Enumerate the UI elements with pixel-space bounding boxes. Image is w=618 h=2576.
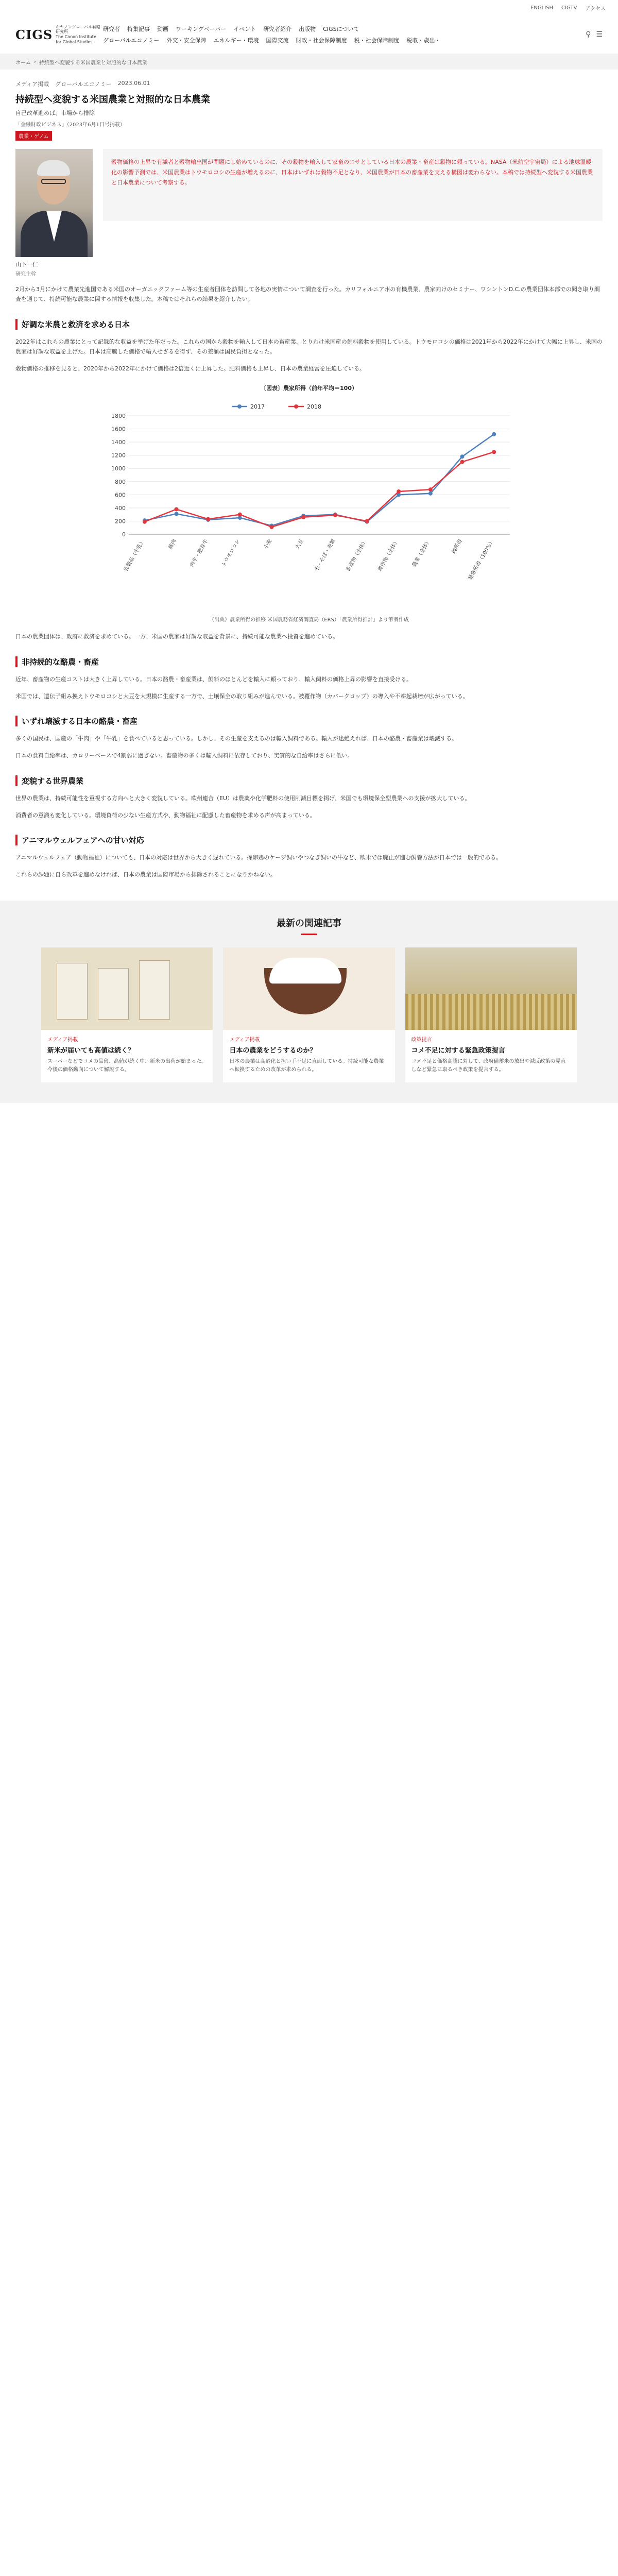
paragraph: 世界の農業は、持続可能性を重視する方向へと大きく変貌している。欧州連合（EU）は農薬や化学肥料の使用削減目標を掲げ、米国でも環境保全型農業への支援が拡大している。 xyxy=(15,794,471,802)
related-articles xyxy=(0,901,618,1103)
chart-svg xyxy=(98,395,520,612)
chart-title: 〔図表〕農家所得（前年平均＝100） xyxy=(261,385,357,392)
x-tick-label: 畜産物（全体） xyxy=(345,538,369,573)
related-cards xyxy=(41,947,577,1082)
income-chart xyxy=(98,384,520,624)
card-title[interactable]: 新米が届いても高値は続く？ xyxy=(47,1046,135,1055)
nav-item[interactable]: グローバルエコノミー xyxy=(103,37,160,44)
article-subcategory[interactable]: グローバルエコノミー xyxy=(55,81,112,88)
section-heading: 好調な米農と救済を求める日本 xyxy=(15,319,603,330)
data-point-2018 xyxy=(365,519,369,523)
y-tick-label: 1400 xyxy=(111,439,126,446)
y-tick-label: 1000 xyxy=(111,465,126,472)
paragraph: 2022年はこれらの農業にとって記録的な収益を挙げた年だった。これらの国から穀物を輸入して日本の畜産業、とりわけ米国産の飼料穀物を使用している。トウモロコシの価格は2021年から2022年にかけて大幅に上昇し、米国の農家は好調な収益を上げた。日本は高騰した価格で輸入せざるを得ず、その差額は国民負担となった。 xyxy=(15,338,603,355)
legend-marker xyxy=(294,404,298,409)
legend-marker xyxy=(237,404,242,409)
article-date: 2023.06.01 xyxy=(117,80,150,87)
data-point-2018 xyxy=(270,525,274,529)
section-heading: アニマルウェルフェアへの甘い対応 xyxy=(15,835,603,845)
paragraph: アニマルウェルフェア（動物福祉）についても、日本の対応は世界から大きく遅れている。採卵鶏のケージ飼いやつなぎ飼いの牛など、欧米では廃止が進む飼養方法が日本では一般的である。 xyxy=(15,854,502,861)
article-subtitle: 自己改革進めば、市場から排除 xyxy=(15,110,95,116)
article-source: 「金融財政ビジネス」（2023年6月1日号掲載） xyxy=(15,122,125,128)
nav-item[interactable]: 特集記事 xyxy=(127,26,150,32)
y-tick-label: 600 xyxy=(115,492,126,499)
nav-item[interactable]: 税収・歳出・ xyxy=(406,37,441,44)
data-point-2018 xyxy=(238,513,242,517)
data-point-2018 xyxy=(143,520,147,524)
nav-item[interactable]: 外交・安全保障 xyxy=(166,37,207,44)
author-block xyxy=(15,149,603,277)
card-image-rice-bags xyxy=(41,947,213,1030)
nav-item[interactable]: エネルギー・環境 xyxy=(213,37,259,44)
article xyxy=(0,80,618,880)
card-category: メディア掲載 xyxy=(229,1037,260,1043)
legend-label: 2017 xyxy=(250,403,265,411)
section-heading: いずれ壊滅する日本の酪農・畜産 xyxy=(15,716,603,726)
site-header xyxy=(0,15,618,54)
author-photo xyxy=(15,149,93,257)
card-text: コメ不足と価格高騰に対して、政府備蓄米の放出や減反政策の見直しなど緊急に取るべき政策を提言する。 xyxy=(411,1058,566,1073)
header-icons xyxy=(586,30,603,39)
data-point-2018 xyxy=(428,487,433,492)
article-meta xyxy=(15,80,603,88)
site-logo[interactable] xyxy=(15,25,103,44)
nav-row-primary xyxy=(103,25,359,33)
nav-item[interactable]: 税・社会保障制度 xyxy=(354,37,400,44)
chart-caption: （出典）農業所得の推移 米国農務省経済調査局（ERS）「農業所得推計」より筆者作成 xyxy=(209,617,409,623)
paragraph: 日本の農業団体は、政府に救済を求めている。一方、米国の農家は好調な収益を背景に、持続可能な農業へ投資を進めている。 xyxy=(15,633,338,640)
nav-item[interactable]: 出版物 xyxy=(299,26,316,32)
section-heading: 変貌する世界農業 xyxy=(15,775,603,786)
breadcrumb xyxy=(0,54,618,70)
main-nav xyxy=(103,25,586,44)
data-point-2018 xyxy=(492,450,496,454)
x-tick-label: 乳製品（牛乳） xyxy=(123,538,146,573)
article-intro: 2月から3月にかけて農業先進国である米国のオーガニックファーム等の生産者団体を訪問して各地の実情について調査を行った。カリフォルニア州の有機農業、農家向けのセミナー、ワシントンD.C.の農業団体本部での聞き取り調査を通じて、持続可能な農業に関する情報を収集した。本稿ではそれらの結果を紹介したい。 xyxy=(15,286,600,303)
data-point-2018 xyxy=(301,515,305,519)
data-point-2018 xyxy=(460,460,465,464)
breadcrumb-separator-icon: › xyxy=(34,59,36,65)
nav-item[interactable]: 国際交流 xyxy=(266,37,289,44)
logo-text-en: The Canon Institute for Global Studies xyxy=(56,35,96,44)
nav-item[interactable]: イベント xyxy=(233,26,256,32)
x-tick-label: トウモロコシ xyxy=(220,538,242,568)
legend-label: 2018 xyxy=(307,403,321,411)
breadcrumb-home[interactable]: ホーム xyxy=(15,60,31,66)
y-tick-label: 200 xyxy=(115,518,126,525)
article-lead: 穀物価格の上昇で有識者と穀物輸出国が問題にし始めているのに、その穀物を輸入して家畜のエサとしている日本の農業・畜産は穀物に頼っている。NASA（米航空宇宙局）による地球温暖化の影響予測では、米国農業はトウモロコシの生産が増えるのに、日本はいずれは穀物不足となり、米国農業が日本の畜産業を支える構図は変わらない。本稿では持続型へ変貌する米国農業と日本農業について考察する。 xyxy=(103,149,603,221)
paragraph: 近年、畜産物の生産コストは大きく上昇している。日本の酪農・畜産業は、飼料のほとんどを輸入に頼っており、輸入飼料の価格上昇の影響を直接受ける。 xyxy=(15,675,412,683)
related-card[interactable] xyxy=(405,947,577,1082)
y-tick-label: 1200 xyxy=(111,452,126,459)
x-tick-label: 肉牛・肥育牛 xyxy=(189,538,210,568)
data-point-2018 xyxy=(175,507,179,512)
logo-mark: CIGS xyxy=(15,27,53,42)
x-tick-label: 大豆 xyxy=(295,538,305,551)
nav-item[interactable]: ワーキングペーパー xyxy=(176,26,227,32)
y-tick-label: 1600 xyxy=(111,426,126,433)
y-tick-label: 400 xyxy=(115,505,126,512)
author-role: 研究主幹 xyxy=(15,272,36,277)
series-line-2018 xyxy=(145,452,494,528)
top-utility-bar xyxy=(0,0,618,15)
access-link[interactable]: アクセス xyxy=(585,6,606,12)
x-tick-label: 農作物（全体） xyxy=(377,538,400,573)
breadcrumb-current: 持続型へ変貌する米国農業と対照的な日本農業 xyxy=(39,60,147,66)
paragraph: 多くの国民は、国産の「牛肉」や「牛乳」を食べていると思っている。しかし、その生産を支えるのは輸入飼料である。輸入が途絶えれば、日本の酪農・畜産業は壊滅する。 xyxy=(15,735,457,742)
section-heading: 非持続的な酪農・畜産 xyxy=(15,656,603,667)
card-text: スーパーなどでコメの品薄、高値が続く中、新米の出荷が始まった。今後の価格動向について解説する。 xyxy=(47,1058,207,1073)
paragraph: 穀物価格の推移を見ると、2020年から2022年にかけて価格は2倍近くに上昇した。肥料価格も上昇し、日本の農業経営を圧迫している。 xyxy=(15,365,365,372)
x-tick-label: 農業（全体） xyxy=(411,538,432,568)
author-name[interactable]: 山下一仁 xyxy=(15,261,38,268)
card-image-rice-field xyxy=(405,947,577,1030)
card-title[interactable]: 日本の農業をどうするのか？ xyxy=(229,1046,317,1055)
data-point-2017 xyxy=(460,454,465,459)
related-card[interactable] xyxy=(223,947,394,1082)
nav-item[interactable]: CIGSについて xyxy=(323,26,359,32)
y-tick-label: 0 xyxy=(122,531,126,538)
y-tick-label: 800 xyxy=(115,479,126,486)
paragraph: 日本の食料自給率は、カロリーベースで4割弱に過ぎない。畜産物の多くは輸入飼料に依存しており、実質的な自給率はさらに低い。 xyxy=(15,752,353,759)
data-point-2018 xyxy=(397,489,401,494)
card-image-rice-bowl xyxy=(223,947,394,1030)
article-title: 持続型へ変貌する米国農業と対照的な日本農業 xyxy=(15,94,210,105)
data-point-2017 xyxy=(492,432,496,436)
nav-row-secondary xyxy=(103,36,440,44)
paragraph: 米国では、遺伝子組み換えトウモロコシと大豆を大規模に生産する一方で、土壌保全の取り組みが進んでいる。被覆作物（カバークロップ）の導入や不耕起栽培が広がっている。 xyxy=(15,692,469,700)
x-tick-label: 純所得 xyxy=(451,538,464,555)
author-card[interactable] xyxy=(15,149,93,277)
x-tick-label: 経常所得（100％） xyxy=(467,538,495,581)
card-title[interactable]: コメ不足に対する緊急政策提言 xyxy=(411,1046,505,1055)
topic-tag[interactable]: 農業・ゲノム xyxy=(15,131,52,141)
y-tick-label: 1800 xyxy=(111,413,126,420)
english-link[interactable]: ENGLISH xyxy=(530,5,554,11)
related-card[interactable] xyxy=(41,947,213,1082)
cigtv-link[interactable]: CIGTV xyxy=(561,5,577,11)
data-point-2017 xyxy=(175,512,179,516)
search-icon[interactable]: ⚲ xyxy=(586,30,591,39)
card-category: 政策提言 xyxy=(411,1037,432,1043)
data-point-2018 xyxy=(333,513,337,517)
paragraph: これらの課題に自ら改革を進めなければ、日本の農業は国際市場から排除されることになりかねない。 xyxy=(15,871,276,878)
logo-text xyxy=(56,25,103,44)
card-category: メディア掲載 xyxy=(47,1037,78,1043)
nav-item[interactable]: 研究者紹介 xyxy=(263,26,292,32)
logo-text-ja: キヤノングローバル戦略研究所 xyxy=(56,24,101,35)
nav-item[interactable]: 財政・社会保障制度 xyxy=(296,37,347,44)
paragraph: 消費者の意識も変化している。環境負荷の少ない生産方式や、動物福祉に配慮した畜産物を求める声が高まっている。 xyxy=(15,811,316,819)
related-title: 最新の関連記事 xyxy=(41,916,577,935)
data-point-2018 xyxy=(206,517,210,521)
menu-icon[interactable]: ☰ xyxy=(596,30,603,39)
article-category[interactable]: メディア掲載 xyxy=(15,81,49,88)
x-tick-label: 米・そば・麦類 xyxy=(313,538,337,573)
nav-item[interactable]: 動画 xyxy=(157,26,168,32)
data-point-2017 xyxy=(428,492,433,496)
x-tick-label: 豚肉 xyxy=(167,538,178,551)
card-text: 日本の農業は高齢化と担い手不足に直面している。持続可能な農業へ転換するための改革が求められる。 xyxy=(229,1058,384,1073)
x-tick-label: 小麦 xyxy=(263,538,273,551)
nav-item[interactable]: 研究者 xyxy=(103,26,120,32)
